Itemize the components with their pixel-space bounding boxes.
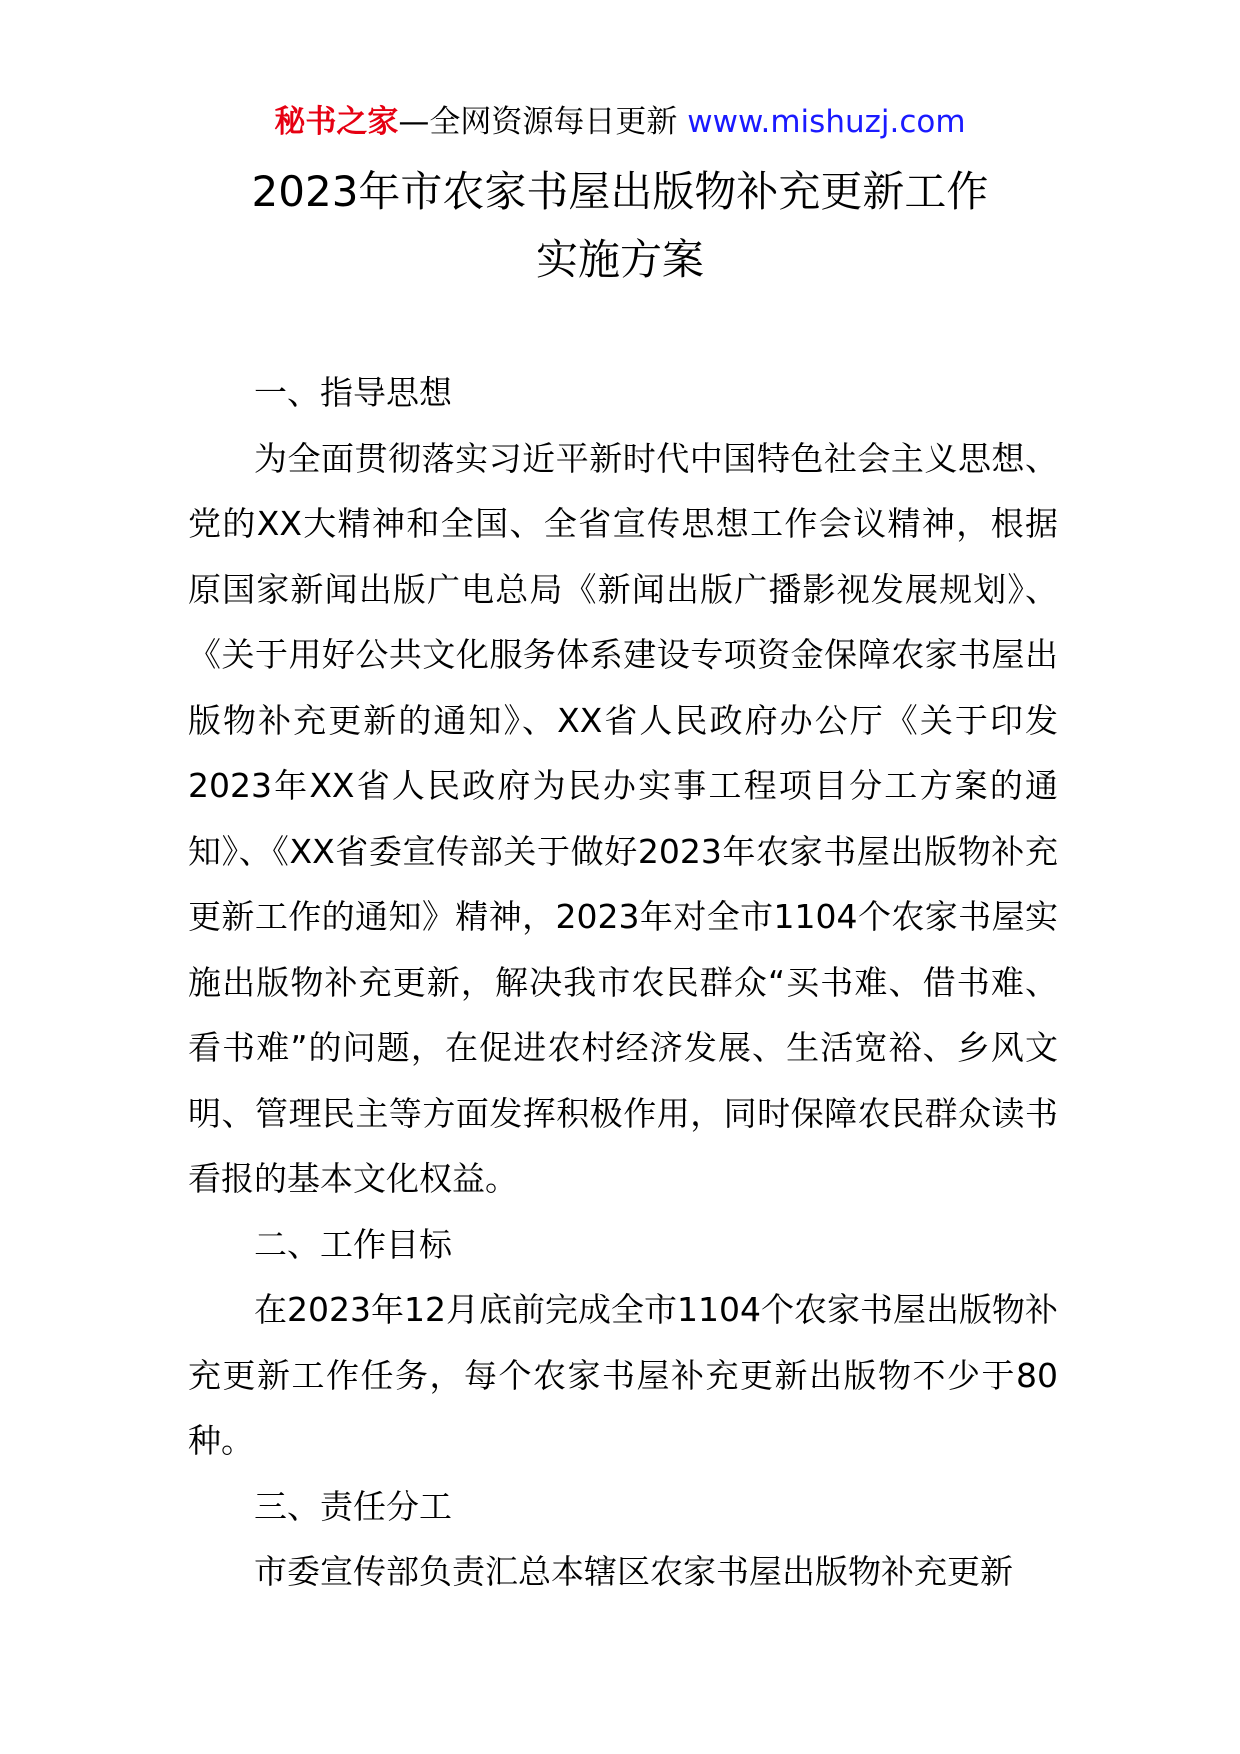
site-link[interactable]: www.mishuzj.com <box>687 104 966 140</box>
section-heading-responsibilities: 三、责任分工 <box>254 1486 452 1526</box>
section-heading-guiding-ideology: 一、指导思想 <box>254 373 452 412</box>
document-title <box>0 158 1240 294</box>
section-paragraph-guiding-ideology: 为全面贯彻落实习近平新时代中国特色社会主义思想、党的XX大精神和全国、全省宣传思想工作会议精神，根据原国家新闻出版广电总局《新闻出版广播影视发展规划》、《关于用好公共文化服务体系建设专项资金保障农家书屋出版物补充更新的通知》、XX省人民政府办公厅《关于印发2023年XX省人民政府为民办实事工程项目分工方案的通知》、《XX省委宣传部关于做好2023年农家书屋出版物补充更新工作的通知》精神，2023年对全市1104个农家书屋实施出版物补充更新，解决我市农民群众“买书难、借书难、看书难”的问题，在促进农村经济发展、生活宽裕、乡风文明、管理民主等方面发挥积极作用，同时保障农民群众读书看报的基本文化权益。 <box>188 438 1058 1198</box>
title-line-1: 2023年市农家书屋出版物补充更新工作 <box>251 167 989 216</box>
source-banner <box>0 100 1240 144</box>
section-heading-work-goals: 二、工作目标 <box>254 1224 452 1264</box>
section-paragraph-responsibilities: 市委宣传部负责汇总本辖区农家书屋出版物补充更新 <box>254 1552 1013 1591</box>
document-body <box>188 360 1058 1605</box>
brand-slogan: —全网资源每日更新 <box>398 104 688 140</box>
section-paragraph-work-goals: 在2023年12月底前完成全市1104个农家书屋出版物补充更新工作任务，每个农家书屋补充更新出版物不少于80种。 <box>188 1290 1058 1460</box>
brand-name: 秘书之家 <box>274 104 399 140</box>
title-line-2: 实施方案 <box>535 235 704 284</box>
